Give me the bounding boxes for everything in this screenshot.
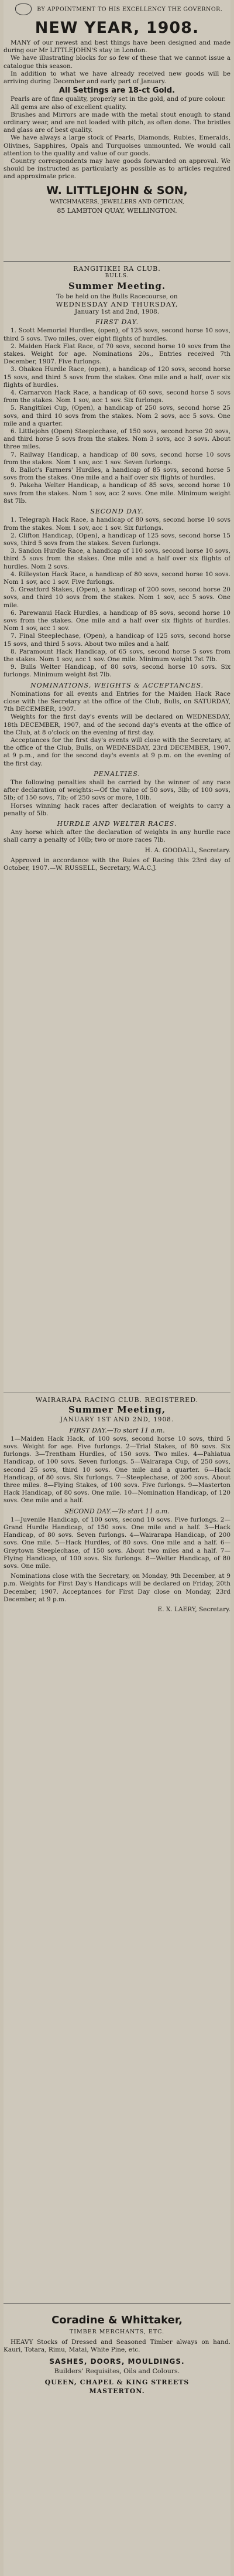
race-entry: 9. Bulls Welter Handicap, of 80 sovs, second horse 10 sovs. Six furlongs. Minimum weight 8st 7lb.: [4, 663, 230, 679]
race-entry: 4. Rilleyston Hack Race, a handicap of 80 sovs, second horse 10 sovs. Nom 1 sov, acc 1 sov. Five furlongs.: [4, 570, 230, 586]
penalties-paragraph: The following penalties shall be carried by the winner of any race after declaration of weights:—Of the value of 50 sovs, 3lb; of 100 sovs, 5lb; of 150 sovs, 7lb; of 250 sovs or more, 10lb.: [4, 779, 230, 802]
nominations-paragraph: Weights for the first day's events will be declared on WEDNESDAY, 18th DECEMBER, 1907, and of the second day's events at the office of the Club, at 8 o'clock on the evening of first day.: [4, 713, 230, 736]
race-entry: 1. Telegraph Hack Race, a handicap of 80 sovs, second horse 10 sovs from the stakes. Nom 1 sov, acc 1 sov. Six furlongs.: [4, 516, 230, 532]
body-paragraph: In addition to what we have already received new goods will be arriving during December and early part of January.: [4, 70, 230, 86]
body-paragraph: We have illustrating blocks for so few of these that we cannot issue a catalogue this season.: [4, 55, 230, 70]
new-year-headline: NEW YEAR, 1908.: [35, 19, 199, 37]
littlejohn-advertisement: [4, 4, 230, 259]
product-subline: Builders' Requisites, Oils and Colours.: [54, 2367, 180, 2376]
race-entry: 8. Ballot's Farmers' Hurdles, a handicap of 85 sovs, second horse 5 sovs from the stakes. One mile and a half over six flights of hurdles.: [4, 467, 230, 482]
rangitikei-advertisement: [4, 265, 230, 1389]
coradine-whittaker-advertisement: [4, 2308, 230, 2572]
firm-trade: WATCHMAKERS, JEWELLERS AND OPTICIAN,: [50, 198, 184, 205]
second-day-heading: SECOND DAY.—To start 11 a.m.: [64, 1507, 170, 1515]
nominations-paragraph: Nominations for all events and Entries for the Maiden Hack Race close with the Secretary at the office of the Club, Bulls, on SATURDAY, 7th DECEMBER, 1907.: [4, 690, 230, 713]
race-entry: 7. Railway Handicap, a handicap of 80 sovs, second horse 10 sovs from the stakes. Nom 1 sov, acc 1 sov. Seven furlongs.: [4, 451, 230, 466]
race-entry: 6. Parewanui Hack Hurdles, a handicap of 85 sovs, second horse 10 sovs from the stakes. One mile and a half over six flights of hurdles. Nom 1 sov, acc 1 sov.: [4, 609, 230, 632]
race-entry: 5. Rangitikei Cup, (Open), a handicap of 250 sovs, second horse 25 sovs, and third 10 sovs from the stakes. Nom 2 sovs, acc 5 sovs. One mile and a quarter.: [4, 404, 230, 427]
race-entry: 2. Clifton Handicap, (Open), a handicap of 125 sovs, second horse 15 sovs, third 5 sovs from the stakes. Seven furlongs.: [4, 532, 230, 547]
firm-name: W. LITTLEJOHN & SON,: [46, 183, 188, 197]
secretary-signoff: E. X. LAERY, Secretary.: [157, 1606, 230, 1614]
club-name: RANGITIKEI RA CLUB.: [73, 265, 161, 273]
club-place: BULLS.: [105, 273, 129, 280]
body-paragraph: We have always a large stock of Pearls, Diamonds, Rubies, Emeralds, Olivines, Sapphires, Opals and Turquoises unmounted. We would call attention to the quality and value of our goods.: [4, 134, 230, 157]
nominations-paragraph: Acceptances for the first day's events will close with the Secretary, at the office of the Club, Bulls, on WEDNESDAY, 23rd DECEMBER, 1907, at 9 p.m., and for the second day's events at 9 p.m. on the evening of the first day.: [4, 736, 230, 767]
firm-trade: TIMBER MERCHANTS, ETC.: [69, 2329, 165, 2335]
race-entry: 7. Final Steeplechase, (Open), a handicap of 125 sovs, second horse 15 sovs, and third 5 sovs. About two miles and a half.: [4, 632, 230, 648]
stock-paragraph: HEAVY Stocks of Dressed and Seasoned Timber always on hand. Kauri, Totara, Rimu, Matai, White Pine, etc.: [4, 2339, 230, 2354]
meeting-title: Summer Meeting.: [68, 281, 166, 292]
littlejohn-body: [4, 39, 230, 181]
secretary-signoff: H. A. GOODALL, Secretary.: [144, 846, 230, 854]
body-paragraph: MANY of our newest and best things have been designed and made during our Mr LITTLEJOHN'S stay in London.: [4, 39, 230, 55]
newspaper-column: [4, 0, 230, 2576]
race-entry: 1. Scott Memorial Hurdles, (open), of 125 sovs, second horse 10 sovs, third 5 sovs. Two miles, over eight flights of hurdles.: [4, 327, 230, 342]
meeting-dates: WEDNESDAY AND THURSDAY,: [56, 300, 178, 308]
meeting-dates: JANUARY 1ST AND 2ND, 1908.: [60, 1416, 174, 1424]
meeting-title: Summer Meeting,: [68, 1404, 166, 1415]
royal-crest-icon: [15, 4, 32, 15]
race-entry: 4. Carnarvon Hack Race, a handicap of 60 sovs, second horse 5 sovs from the stakes. Nom 1 sov, acc 1 sov. Six furlongs.: [4, 389, 230, 404]
firm-address: 85 LAMBTON QUAY, WELLINGTON.: [57, 206, 177, 215]
body-paragraph: Brushes and Mirrors are made with the metal stout enough to stand ordinary wear, and are not loaded with pitch, as often done. The bristles and glass are of best quality.: [4, 111, 230, 134]
body-paragraph: Country correspondents may have goods forwarded on approval. We should be instructed as particularly as possible as to articles required and approximate price.: [4, 158, 230, 181]
divider: [4, 2303, 230, 2304]
intro-line: To be held on the Bulls Racecourse, on: [56, 292, 178, 300]
first-day-heading: FIRST DAY.: [95, 318, 139, 326]
second-day-heading: SECOND DAY.: [90, 508, 144, 516]
meeting-dates-sub: January 1st and 2nd, 1908.: [74, 308, 160, 316]
race-entry: 3. Sandon Hurdle Race, a handicap of 110 sovs, second horse 10 sovs, third 5 sovs from the stakes. One mile and a half over six flights of hurdles. Nom 2 sovs.: [4, 547, 230, 570]
penalties-paragraph: Horses winning hack races after declaration of weights to carry a penalty of 5lb.: [4, 802, 230, 817]
approval-note: Approved in accordance with the Rules of Racing this 23rd day of October, 1907.—W. RUSSELL, Secretary, W.A.C.J.: [4, 856, 230, 872]
address-line: QUEEN, CHAPEL & KING STREETS: [44, 2378, 190, 2387]
race-entry: 8. Paramount Hack Handicap, of 65 sovs, second horse 5 sovs from the stakes. Nom 1 sov, acc 1 sov. One mile. Minimum weight 7st 7lb.: [4, 648, 230, 663]
product-line: SASHES, DOORS, MOULDINGS.: [49, 2357, 185, 2366]
race-entry: 6. Littlejohn (Open) Steeplechase, of 150 sovs, second horse 20 sovs, and third horse 5 sovs from the stakes. Nom 3 sovs, acc 3 sovs. About three miles.: [4, 428, 230, 451]
firm-name: Coradine & Whittaker,: [51, 2314, 183, 2326]
race-list: 1—Juvenile Handicap, of 100 sovs, second 10 sovs. Five furlongs. 2—Grand Hurdle Handicap, of 150 sovs. One mile and a half. 3—Hack Handicap, of 80 sovs. Seven furlongs. 4—Wairarapa Handicap, of 200 sovs. One mile. 5—Hack Hurdles, of 80 sovs. One mile and a half. 6—Greytown Steeplechase, of 150 sovs. About two miles and a half. 7—Flying Handicap, of 100 sovs. Six furlongs. 8—Welter Handicap, of 80 sovs. One mile.: [4, 1516, 230, 1570]
wairarapa-advertisement: [4, 1396, 230, 2299]
body-paragraph: All gems are also of excellent quality.: [11, 103, 127, 111]
hurdle-welter-heading: HURDLE AND WELTER RACES.: [57, 820, 177, 828]
address-town: MASTERTON.: [89, 2387, 145, 2395]
body-paragraph: Pearls are of fine quality, properly set in the gold, and of pure colour.: [11, 96, 226, 103]
hurdle-paragraph: Any horse which after the declaration of weights in any hurdle race shall carry a penalty of 10lb; two or more races 7lb.: [4, 829, 230, 844]
divider: [4, 261, 230, 262]
appointment-line: BY APPOINTMENT TO HIS EXCELLENCY THE GOVERNOR.: [37, 6, 223, 13]
race-entry: 9. Pakeha Welter Handicap, a handicap of 85 sovs, second horse 10 sovs from the stakes. Nom 1 sov, acc 2 sovs. One mile. Minimum weight 8st 7lb.: [4, 482, 230, 505]
race-entry: 2. Maiden Hack Flat Race, of 70 sovs, second horse 10 sovs from the stakes. Weight for age. Nominations 20s., Entries received 7th December, 1907. Five furlongs.: [4, 342, 230, 366]
race-entry: 3. Ohakea Hurdle Race, (open), a handicap of 120 sovs, second horse 15 sovs, and third 5 sovs from the stakes. One mile and a half, over six flights of hurdles.: [4, 366, 230, 389]
race-list: 1—Maiden Hack Hack, of 100 sovs, second horse 10 sovs, third 5 sovs. Weight for age. Five furlongs. 2—Trial Stakes, of 80 sovs. Six furlongs. 3—Trentham Hurdles, of 150 sovs. Two miles. 4—Pahiatua Handicap, of 100 sovs. Seven furlongs. 5—Wairarapa Cup, of 250 sovs, second 25 sovs, third 10 sovs. One mile and a quarter. 6—Hack Handicap, of 80 sovs. Six furlongs. 7—Steeplechase, of 200 sovs. About three miles. 8—Flying Stakes, of 100 sovs. Five furlongs. 9—Masterton Hack Handicap, of 80 sovs. One mile. 10—Nomination Handicap, of 120 sovs. One mile and a half.: [4, 1435, 230, 1505]
club-name: WAIRARAPA RACING CLUB. REGISTERED.: [35, 1396, 199, 1404]
nominations-paragraph: Nominations close with the Secretary, on Monday, 9th December, at 9 p.m. Weights for First Day's Handicaps will be declared on Friday, 20th December, 1907. Acceptances for First Day close on Monday, 23rd December, at 9 p.m.: [4, 1573, 230, 1603]
gold-setting-line: All Settings are 18-ct Gold.: [58, 86, 176, 96]
first-day-heading: FIRST DAY.—To start 11 a.m.: [69, 1426, 165, 1434]
penalties-heading: PENALTIES.: [94, 770, 140, 778]
nominations-heading: NOMINATIONS, WEIGHTS & ACCEPTANCES.: [30, 681, 204, 689]
race-entry: 5. Greatford Stakes, (Open), a handicap of 200 sovs, second horse 20 sovs, and third 10 sovs from the stakes. Nom 1 sov, acc 5 sovs. One mile.: [4, 586, 230, 609]
